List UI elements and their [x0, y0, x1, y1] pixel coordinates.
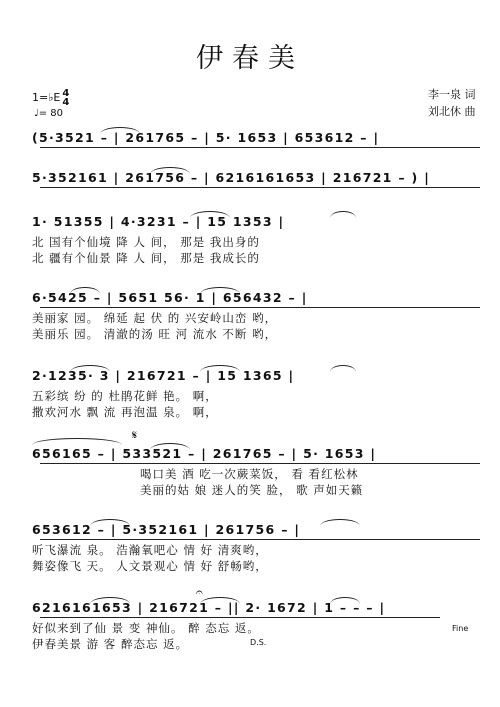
slur	[330, 365, 356, 372]
slur	[200, 365, 240, 372]
system-8-lyric-2: 伊春美景 游 客 醉态忘 返。	[32, 637, 189, 651]
system-5-notes: 2·1235· 3 | 216721 – | 15 1365 |	[32, 368, 295, 383]
slur	[200, 287, 240, 294]
system-7-lyric-2: 舞姿像飞 天。 人文景观心 情 好 舒畅哟，	[32, 559, 268, 573]
time-signature	[62, 89, 69, 107]
system-3-lyric-1: 北 国有个仙境 降 人 间， 那是 我出身的	[32, 235, 260, 249]
slur	[150, 167, 190, 174]
beam-line	[40, 463, 480, 464]
beam-line	[40, 539, 480, 540]
slur	[320, 519, 360, 526]
time-top: 4	[62, 88, 70, 99]
system-1-notes: (5·3521 – | 261765 – | 5· 1653 | 653612 – |	[32, 130, 380, 145]
slur	[100, 127, 140, 134]
song-title: 伊春美	[196, 43, 304, 74]
system-7-lyric-1: 听飞瀑流 泉。 浩瀚氧吧心 情 好 清爽哟，	[32, 543, 268, 557]
ds-mark: D.S.	[250, 638, 267, 647]
composer-credit: 刘北休 曲	[428, 105, 476, 118]
system-3-notes: 1· 51355 | 4·3231 – | 15 1353 |	[32, 214, 285, 229]
tempo-mark: ♩= 80	[34, 108, 63, 119]
lyricist-credit: 李一泉 词	[428, 88, 476, 101]
system-4-lyric-2: 美丽乐 园。 清澈的汤 旺 河 流水 不断 哟，	[32, 327, 278, 341]
system-6-notes: 656165 – | 533521 – | 261765 – | 5· 1653 |	[32, 446, 377, 461]
system-3-lyric-2: 北 疆有个仙景 降 人 间， 那是 我成长的	[32, 251, 260, 265]
system-6-lyric-1: 喝口美 酒 吃一次蕨菜饭， 看 看红松林	[140, 467, 359, 481]
system-7-notes: 653612 – | 5·352161 | 261756 – |	[32, 522, 301, 537]
slur	[150, 443, 190, 450]
system-6-lyric-2: 美丽的姑 娘 迷人的笑 脸， 歌 声如天籁	[140, 483, 364, 497]
time-bottom: 4	[62, 97, 70, 108]
slur	[330, 211, 356, 218]
segno-mark: 𝄋	[132, 428, 138, 442]
fine-mark: Fine	[452, 624, 469, 633]
system-5-lyric-1: 五彩缤 纷 的 杜鹃花鲜 艳。 啊，	[32, 389, 218, 403]
slur	[70, 287, 100, 294]
key-label: 1=♭E	[32, 91, 61, 104]
beam-line	[40, 147, 480, 148]
slur	[32, 438, 122, 445]
beam-line	[40, 617, 440, 618]
slur	[330, 597, 360, 604]
system-4-notes: 6·5425 – | 5651 56· 1 | 656432 – |	[32, 290, 308, 305]
slur	[200, 597, 240, 604]
slur	[90, 597, 130, 604]
slur	[90, 519, 130, 526]
system-8-lyric-1: 好似来到了仙 景 变 神仙。 醉 态忘 返。	[32, 621, 260, 635]
system-5-lyric-2: 撒欢河水 飘 流 再泡温 泉。 啊，	[32, 405, 218, 419]
system-8-notes: 6216161653 | 216721 – || 2· 1672 | 1 – – – |	[32, 600, 386, 615]
system-2-notes: 5·352161 | 261756 – | 6216161653 | 216721 – ) |	[32, 170, 431, 185]
fermata-mark: 𝄐	[196, 585, 203, 599]
beam-line	[40, 307, 480, 308]
key-signature	[32, 89, 69, 107]
slur	[70, 365, 110, 372]
beam-line	[40, 187, 480, 188]
system-4-lyric-1: 美丽家 园。 绵延 起 伏 的 兴安岭山峦 哟，	[32, 311, 278, 325]
slur	[190, 211, 230, 218]
